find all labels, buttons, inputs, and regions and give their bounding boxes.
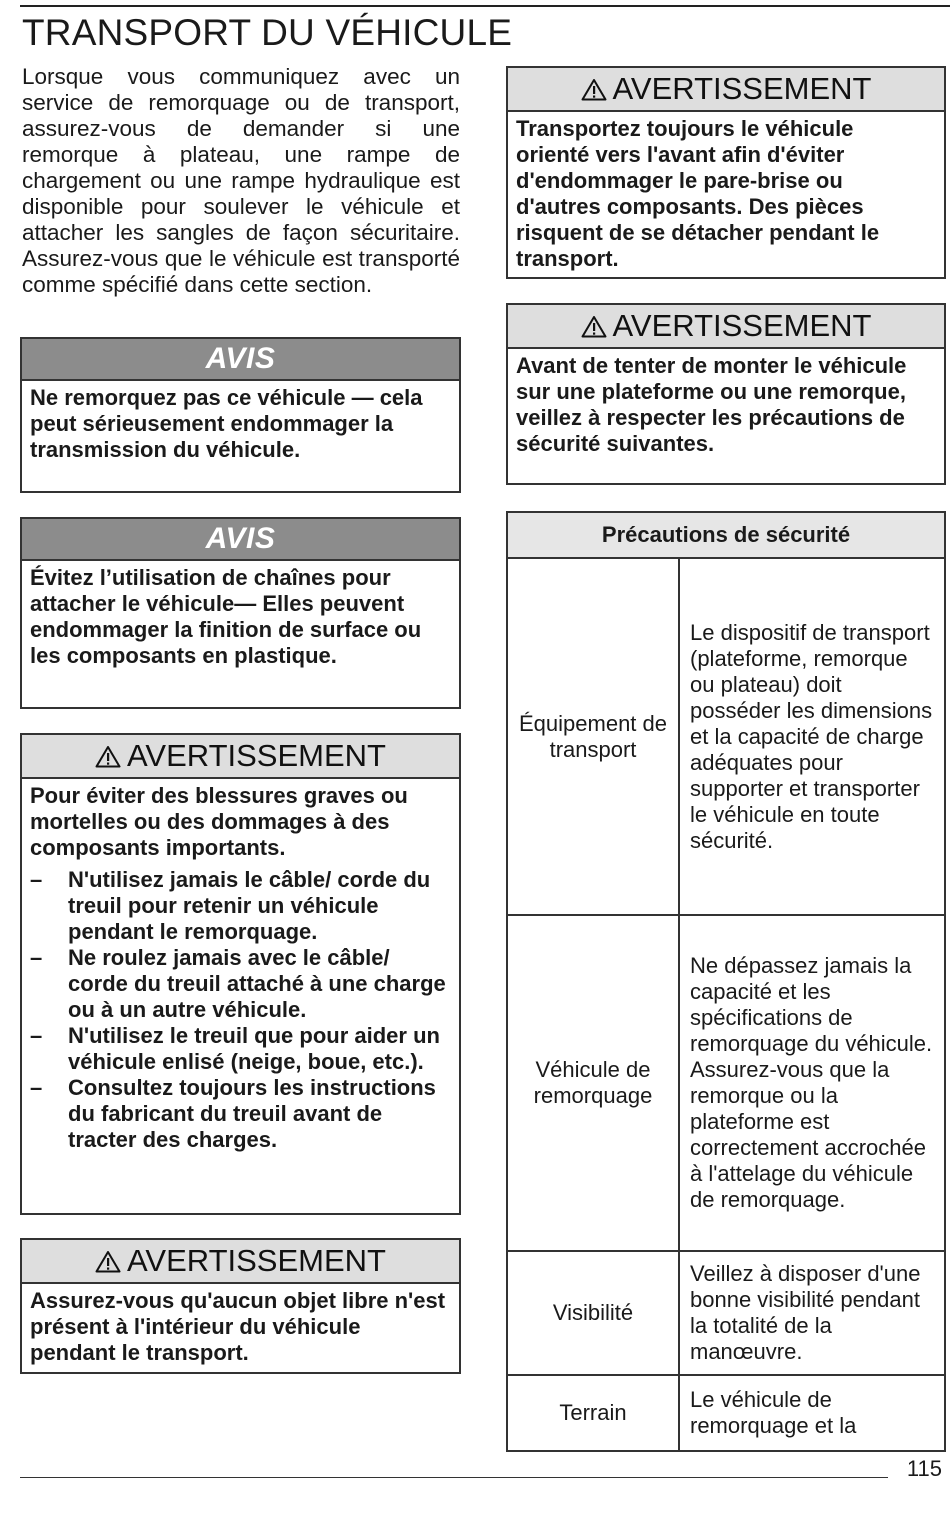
warning-box-orientation (506, 66, 946, 279)
warning-box-precautions (506, 303, 946, 485)
list-dash: – (30, 1023, 43, 1048)
list-item-text: Consultez toujours les instructions du fabricant du treuil avant de tracter des charges. (68, 1075, 436, 1152)
list-item (30, 1023, 451, 1075)
table-row-text: Veillez à disposer d'une bonne visibilité pendant la totalité de la manœuvre. (679, 1251, 945, 1375)
warning-triangle-icon (581, 78, 607, 101)
table-row (507, 558, 945, 915)
warning-box-loose-objects (20, 1238, 461, 1374)
warning-text: Transportez toujours le véhicule orienté vers l'avant afin d'éviter d'endommager le pare-brise ou d'autres composants. Des pièces risquent de se détacher pendant le transport. (516, 116, 880, 271)
list-item-text: Ne roulez jamais avec le câble/ corde du treuil attaché à une charge ou à un autre véhicule. (68, 945, 446, 1022)
table-row-text: Ne dépassez jamais la capacité et les spécifications de remorquage du véhicule. Assurez-vous que la remorque ou la plateforme est correctement accrochée à l'attelage du véhicule de remorquage. (679, 915, 945, 1251)
table-row (507, 1375, 945, 1451)
warning-heading (508, 305, 944, 349)
warning-heading (508, 68, 944, 112)
warning-heading-label: AVERTISSEMENT (127, 738, 386, 773)
table-row-label: Équipement de transport (507, 558, 679, 915)
page-number: 115 (906, 1456, 942, 1481)
warning-box-winch (20, 733, 461, 1215)
safety-precautions-table (506, 511, 946, 1452)
list-item (30, 1075, 451, 1153)
table-row-label: Visibilité (507, 1251, 679, 1375)
warning-heading-label: AVERTISSEMENT (612, 71, 872, 106)
list-dash: – (30, 1075, 43, 1100)
warning-triangle-icon (95, 745, 121, 768)
table-header: Précautions de sécurité (507, 512, 945, 558)
top-rule (20, 5, 950, 7)
notice-box-chains (20, 517, 461, 709)
warning-triangle-icon (95, 1250, 121, 1273)
footer-rule (20, 1477, 888, 1478)
list-item (30, 945, 451, 1023)
warning-list (30, 867, 451, 1153)
list-dash: – (30, 945, 43, 970)
notice-box-towing (20, 337, 461, 493)
warning-text: Pour éviter des blessures graves ou mortelles ou des dommages à des composants importants. (30, 783, 408, 860)
warning-heading-label: AVERTISSEMENT (612, 308, 872, 343)
table-row-text: Le dispositif de transport (plateforme, remorque ou plateau) doit posséder les dimensions et la capacité de charge adéquates pour supporter et transporter le véhicule en toute sécurité. (679, 558, 945, 915)
table-row-text: Le véhicule de remorquage et la (679, 1375, 945, 1451)
table-row-label: Véhicule de remorquage (507, 915, 679, 1251)
warning-text: Assurez-vous qu'aucun objet libre n'est présent à l'intérieur du véhicule pendant le transport. (30, 1288, 446, 1365)
list-item (30, 867, 451, 945)
table-row-label: Terrain (507, 1375, 679, 1451)
warning-triangle-icon (581, 315, 607, 338)
warning-heading-label: AVERTISSEMENT (127, 1243, 386, 1278)
list-dash: – (30, 867, 43, 892)
notice-heading: AVIS (22, 339, 459, 381)
intro-paragraph: Lorsque vous communiquez avec un service de remorquage ou de transport, assurez-vous de demander si une remorque à plateau, une rampe de chargement ou une rampe hydraulique est disponible pour soulever le véhicule et attacher les sangles de façon sécuritaire. Assurez-vous que le véhicule est transporté comme spécifié dans cette section. (22, 64, 460, 297)
warning-text: Avant de tenter de monter le véhicule sur une plateforme ou une remorque, veillez à respecter les précautions de sécurité suivantes. (516, 353, 907, 456)
list-item-text: N'utilisez jamais le câble/ corde du treuil pour retenir un véhicule pendant le remorquage. (68, 867, 431, 944)
warning-heading (22, 735, 459, 779)
table-row (507, 1251, 945, 1375)
table-row (507, 915, 945, 1251)
list-item-text: N'utilisez le treuil que pour aider un véhicule enlisé (neige, boue, etc.). (68, 1023, 440, 1074)
table-header-row (507, 512, 945, 558)
page-title: TRANSPORT DU VÉHICULE (22, 12, 513, 53)
notice-heading: AVIS (22, 519, 459, 561)
warning-heading (22, 1240, 459, 1284)
notice-text: Ne remorquez pas ce véhicule — cela peut sérieusement endommager la transmission du véhicule. (30, 385, 423, 462)
notice-text: Évitez l’utilisation de chaînes pour attacher le véhicule— Elles peuvent endommager la finition de surface ou les composants en plastique. (30, 565, 422, 668)
